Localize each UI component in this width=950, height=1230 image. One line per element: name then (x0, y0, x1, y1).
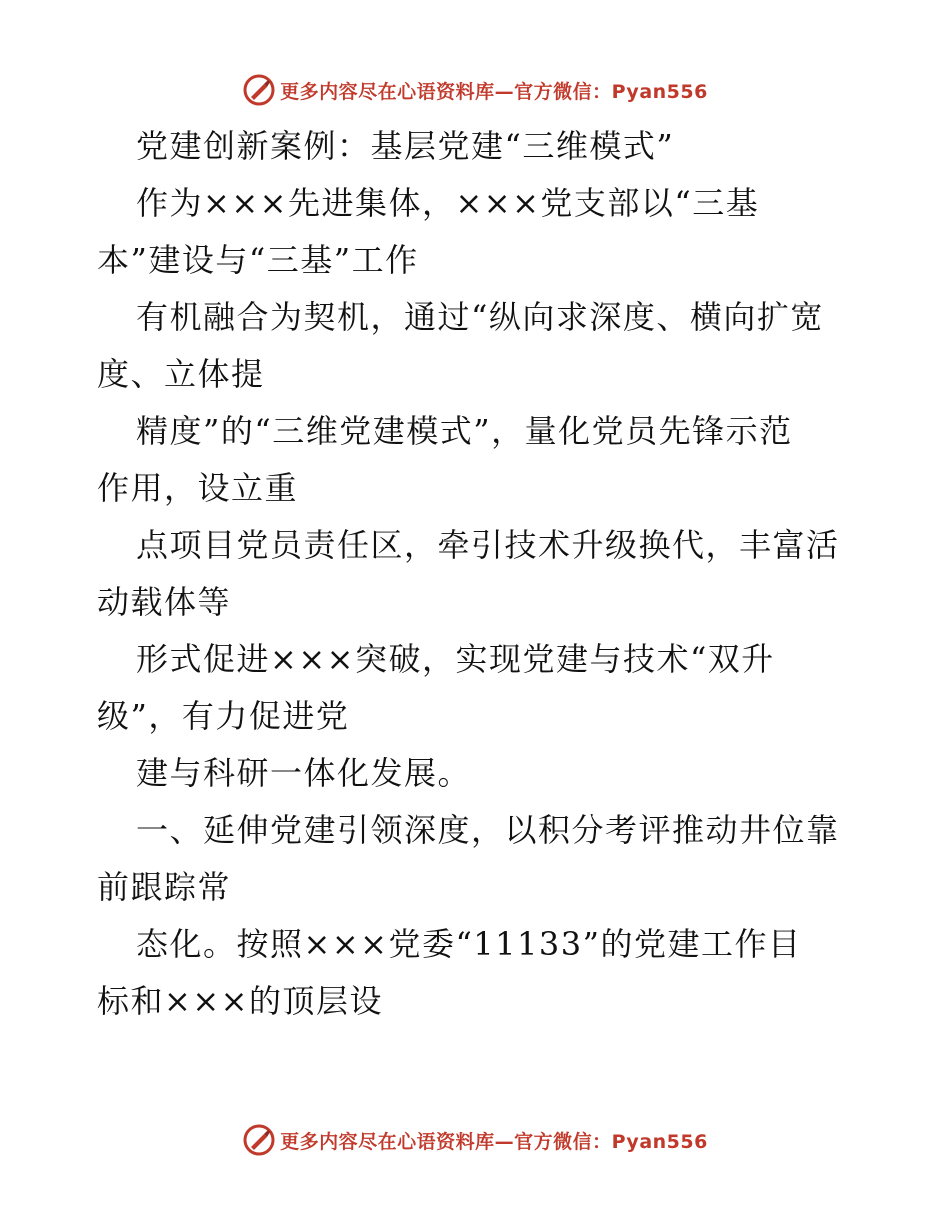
text-line: 态化。按照×××党委“11133”的党建工作目 (136, 925, 802, 963)
footer-watermark (0, 1120, 950, 1160)
text-line: 精度”的“三维党建模式”，量化党员先锋示范 (136, 412, 793, 450)
text-line: 作为×××先进集体，×××党支部以“三基 (136, 184, 760, 222)
text-line: 作用，设立重 (97, 469, 299, 507)
pen-seal-icon (242, 73, 276, 107)
text-line: 形式促进×××突破，实现党建与技术“双升 (136, 640, 775, 678)
text-line: 有机融合为契机，通过“纵向求深度、横向扩宽 (136, 298, 824, 336)
text-line: 点项目党员责任区，牵引技术升级换代，丰富活 (136, 526, 840, 564)
text-line: 前跟踪常 (97, 868, 232, 906)
watermark-text: 更多内容尽在心语资料库—官方微信：Pyan556 (280, 80, 708, 103)
text-line: 本”建设与“三基”工作 (97, 241, 419, 279)
pen-seal-icon (242, 1123, 276, 1157)
text-line: 度、立体提 (97, 355, 265, 393)
watermark-text: 更多内容尽在心语资料库—官方微信：Pyan556 (280, 1130, 708, 1153)
document-body (97, 118, 857, 1030)
text-line: 动载体等 (97, 583, 232, 621)
text-line: 标和×××的顶层设 (97, 982, 383, 1020)
text-line: 一、延伸党建引领深度，以积分考评推动井位靠 (136, 811, 840, 849)
text-line: 党建创新案例：基层党建“三维模式” (136, 127, 675, 165)
header-watermark (0, 70, 950, 110)
text-line: 级”，有力促进党 (97, 697, 350, 735)
text-line: 建与科研一体化发展。 (136, 754, 472, 792)
